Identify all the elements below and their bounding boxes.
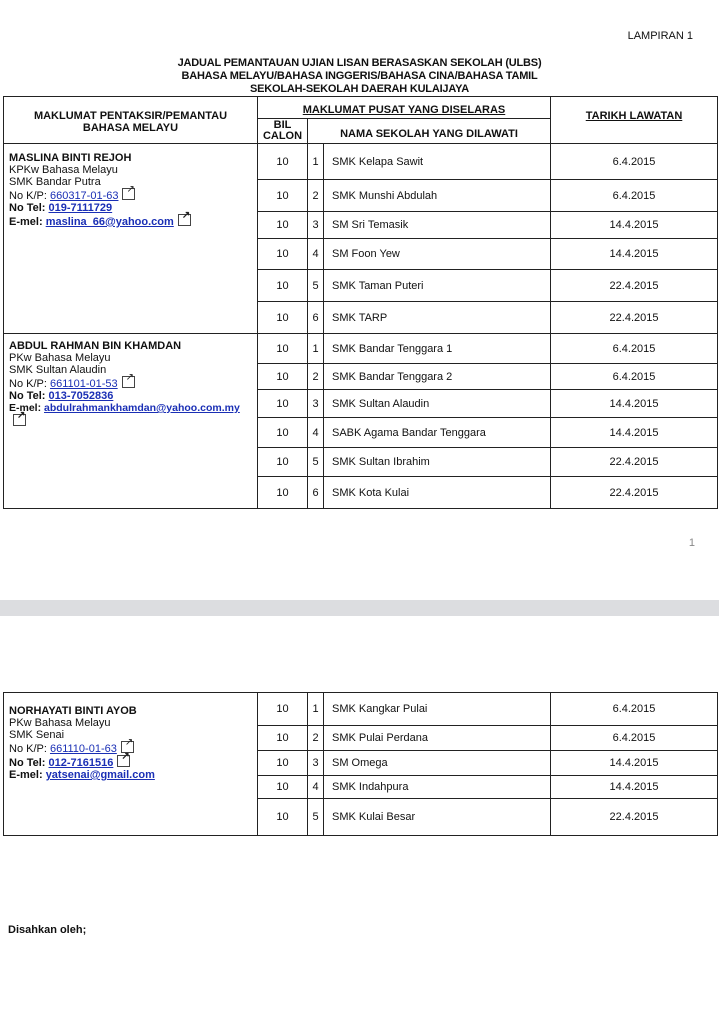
pentaksir-info-maslina: MASLINA BINTI REJOH KPKw Bahasa Melayu SMK Bandar Putra No K/P: 660317-01-63↗ No Tel: 019-7111729 E-mel: maslina_66@yahoo.com↗ [4, 144, 258, 334]
cell-sekolah: SMK Kota Kulai [324, 477, 551, 509]
cell-calon: 10 [258, 776, 308, 799]
cell-tarikh: 6.4.2015 [551, 334, 718, 364]
cell-calon: 10 [258, 212, 308, 239]
cell-calon: 10 [258, 693, 308, 726]
cell-no: 3 [308, 751, 324, 776]
cell-sekolah: SMK Kulai Besar [324, 799, 551, 836]
table-row [4, 334, 718, 364]
cell-no: 1 [308, 334, 324, 364]
cell-sekolah: SM Omega [324, 751, 551, 776]
cell-no: 1 [308, 693, 324, 726]
cell-calon: 10 [258, 799, 308, 836]
tel-link[interactable]: 019-7111729 [48, 202, 113, 214]
cell-sekolah: SM Sri Temasik [324, 212, 551, 239]
cell-tarikh: 6.4.2015 [551, 693, 718, 726]
cell-calon: 10 [258, 477, 308, 509]
cell-sekolah: SMK Bandar Tenggara 1 [324, 334, 551, 364]
cell-tarikh: 22.4.2015 [551, 799, 718, 836]
cell-sekolah: SMK Sultan Alaudin [324, 390, 551, 418]
cell-calon: 10 [258, 418, 308, 448]
monitoring-table-page-2 [3, 692, 718, 836]
email-link[interactable]: yatsenai@gmail.com [45, 769, 155, 781]
external-link-icon [13, 414, 26, 426]
email-link[interactable]: maslina_66@yahoo.com [45, 216, 174, 228]
cell-calon: 10 [258, 239, 308, 270]
cell-no: 4 [308, 239, 324, 270]
cell-no: 5 [308, 270, 324, 302]
page-separator [0, 600, 719, 616]
cell-tarikh: 6.4.2015 [551, 364, 718, 390]
page-number: 1 [688, 537, 695, 549]
cell-tarikh: 14.4.2015 [551, 239, 718, 270]
cell-calon: 10 [258, 270, 308, 302]
cell-calon: 10 [258, 448, 308, 477]
pentaksir-info-norhayati: NORHAYATI BINTI AYOB PKw Bahasa Melayu SMK Senai No K/P: 661110-01-63↗ No Tel: 012-7161516↗ E-mel: yatsenai@gmail.com [4, 693, 258, 836]
cell-no: 2 [308, 726, 324, 751]
cell-calon: 10 [258, 180, 308, 212]
cell-no: 1 [308, 144, 324, 180]
cell-sekolah: SMK Pulai Perdana [324, 726, 551, 751]
cell-tarikh: 22.4.2015 [551, 302, 718, 334]
cell-no: 6 [308, 302, 324, 334]
cell-tarikh: 14.4.2015 [551, 776, 718, 799]
kp-link[interactable]: 661101-01-53 [49, 378, 118, 390]
cell-tarikh: 14.4.2015 [551, 751, 718, 776]
doc-title-line-2: BAHASA MELAYU/BAHASA INGGERIS/BAHASA CINA/BAHASA TAMIL [181, 70, 538, 82]
cell-sekolah: SMK Munshi Abdulah [324, 180, 551, 212]
email-link[interactable]: abdulrahmankhamdan@yahoo.com.my [44, 402, 240, 414]
cell-calon: 10 [258, 751, 308, 776]
tel-link[interactable]: 012-7161516 [48, 757, 114, 769]
cell-sekolah: SMK Sultan Ibrahim [324, 448, 551, 477]
cell-tarikh: 6.4.2015 [551, 726, 718, 751]
external-link-icon [178, 214, 191, 226]
cell-sekolah: SABK Agama Bandar Tenggara [324, 418, 551, 448]
cell-calon: 10 [258, 144, 308, 180]
cell-sekolah: SM Foon Yew [324, 239, 551, 270]
cell-no: 2 [308, 180, 324, 212]
cell-tarikh: 14.4.2015 [551, 418, 718, 448]
lampiran-label: LAMPIRAN 1 [627, 30, 693, 42]
cell-calon: 10 [258, 726, 308, 751]
cell-no: 4 [308, 776, 324, 799]
header-tarikh: TARIKH LAWATAN [551, 97, 718, 144]
header-maklumat-pusat: MAKLUMAT PUSAT YANG DISELARAS [258, 97, 551, 119]
cell-tarikh: 22.4.2015 [551, 448, 718, 477]
cell-calon: 10 [258, 364, 308, 390]
kp-link[interactable]: 660317-01-63 [49, 190, 119, 202]
cell-no: 5 [308, 448, 324, 477]
table-row [4, 693, 718, 726]
pentaksir-info-abdul-rahman: ABDUL RAHMAN BIN KHAMDAN PKw Bahasa Melayu SMK Sultan Alaudin No K/P: 661101-01-53↗ No Tel: 013-7052836 E-mel: abdulrahmankhamdan@yahoo.com.my↗ [4, 334, 258, 509]
header-maklumat-pentaksir: MAKLUMAT PENTAKSIR/PEMANTAU BAHASA MELAYU [4, 97, 258, 144]
doc-title-line-1: JADUAL PEMANTAUAN UJIAN LISAN BERASASKAN SEKOLAH (ULBS) [177, 57, 542, 69]
kp-link[interactable]: 661110-01-63 [49, 743, 117, 755]
cell-sekolah: SMK Taman Puteri [324, 270, 551, 302]
table-row [4, 144, 718, 180]
cell-no: 5 [308, 799, 324, 836]
cell-no: 2 [308, 364, 324, 390]
external-link-icon [122, 376, 135, 388]
disahkan-oleh-label: Disahkan oleh; [8, 924, 87, 936]
cell-calon: 10 [258, 390, 308, 418]
cell-tarikh: 14.4.2015 [551, 212, 718, 239]
cell-no: 3 [308, 212, 324, 239]
cell-tarikh: 14.4.2015 [551, 390, 718, 418]
cell-sekolah: SMK Bandar Tenggara 2 [324, 364, 551, 390]
cell-sekolah: SMK TARP [324, 302, 551, 334]
cell-calon: 10 [258, 302, 308, 334]
cell-no: 4 [308, 418, 324, 448]
cell-calon: 10 [258, 334, 308, 364]
cell-sekolah: SMK Indahpura [324, 776, 551, 799]
header-bil-calon: BIL CALON [258, 119, 308, 144]
cell-tarikh: 22.4.2015 [551, 477, 718, 509]
monitoring-table-page-1 [3, 96, 718, 509]
cell-tarikh: 6.4.2015 [551, 180, 718, 212]
cell-sekolah: SMK Kangkar Pulai [324, 693, 551, 726]
external-link-icon [122, 188, 135, 200]
cell-no: 6 [308, 477, 324, 509]
external-link-icon [117, 755, 130, 767]
cell-sekolah: SMK Kelapa Sawit [324, 144, 551, 180]
header-nama-sekolah: NAMA SEKOLAH YANG DILAWATI [308, 119, 551, 144]
cell-tarikh: 22.4.2015 [551, 270, 718, 302]
cell-no: 3 [308, 390, 324, 418]
tel-link[interactable]: 013-7052836 [48, 390, 114, 402]
doc-title-line-3: SEKOLAH-SEKOLAH DAERAH KULAIJAYA [250, 83, 469, 95]
cell-tarikh: 6.4.2015 [551, 144, 718, 180]
